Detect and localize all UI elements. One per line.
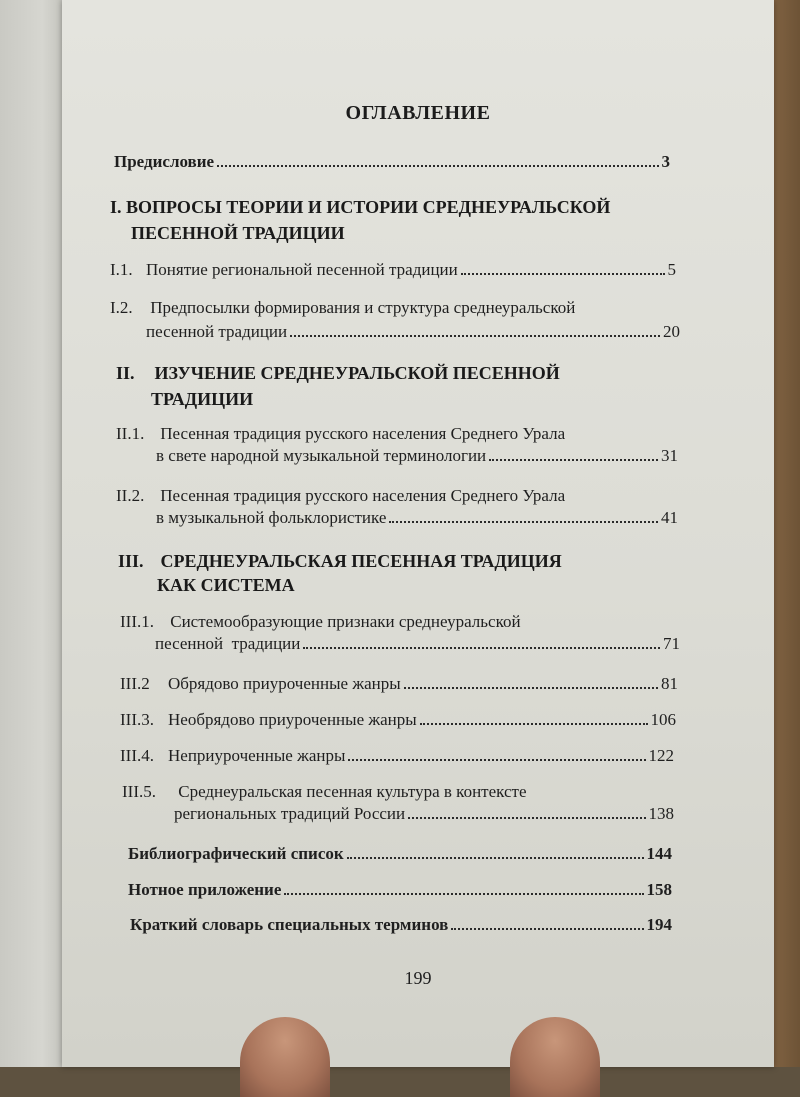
entry-label: Предисловие	[114, 152, 215, 171]
entry-page: 20	[663, 322, 680, 341]
entry-label: Песенная традиция русского населения Среднего Урала	[160, 424, 566, 443]
leader-dots	[217, 165, 658, 167]
leader-dots	[303, 647, 660, 649]
leader-dots	[461, 273, 665, 275]
leader-dots	[420, 723, 648, 725]
toc-entry-2-2	[156, 508, 678, 528]
right-thumb	[510, 1017, 600, 1097]
entry-page: 144	[646, 844, 672, 863]
entry-number: I.1.	[110, 260, 133, 279]
entry-label: Понятие региональной песенной традиции	[146, 260, 458, 279]
entry-number: III.3.	[120, 710, 154, 729]
entry-page: 138	[648, 804, 674, 823]
entry-label-cont: песенной традиции	[155, 634, 301, 653]
entry-label: Системообразующие признаки среднеуральской	[170, 612, 521, 631]
toc-entry-1-1	[110, 260, 676, 280]
toc-entry-music-appendix	[128, 880, 672, 900]
entry-page: 194	[646, 915, 672, 934]
part3-heading-line2: КАК СИСТЕМА	[157, 575, 295, 595]
entry-page: 158	[646, 880, 672, 899]
entry-page: 81	[661, 674, 678, 693]
entry-page: 5	[667, 260, 676, 279]
entry-label: Краткий словарь специальных терминов	[130, 915, 449, 934]
leader-dots	[389, 521, 658, 523]
leader-dots	[408, 817, 645, 819]
toc-entry-3-3	[120, 710, 676, 730]
entry-label: Обрядово приуроченные жанры	[168, 674, 401, 693]
left-thumb	[240, 1017, 330, 1097]
entry-label-cont: региональных традиций России	[174, 804, 406, 823]
entry-number: III.2	[120, 674, 150, 693]
part2-heading	[116, 360, 560, 386]
entry-number: III.5.	[122, 782, 156, 801]
toc-entry-3-2	[120, 674, 678, 694]
book-page	[62, 0, 774, 1067]
entry-label: Предпосылки формирования и структура среднеуральской	[150, 298, 576, 317]
entry-label: Библиографический список	[128, 844, 344, 863]
part1-heading	[110, 194, 610, 220]
entry-label: Неприуроченные жанры	[168, 746, 346, 765]
toc-entry-3-5	[174, 804, 674, 824]
entry-page: 122	[648, 746, 674, 765]
entry-page: 41	[661, 508, 678, 527]
part-number: II.	[116, 363, 135, 383]
toc-entry-3-5-line1	[122, 782, 527, 802]
entry-label-cont: в музыкальной фольклористике	[156, 508, 387, 527]
entry-label: Необрядово приуроченные жанры	[168, 710, 417, 729]
toc-entry-1-2	[146, 322, 680, 342]
leader-dots	[290, 335, 660, 337]
adjacent-page	[0, 0, 70, 1067]
entry-number: II.2.	[116, 486, 145, 505]
leader-dots	[489, 459, 658, 461]
part1-heading-line2: ПЕСЕННОЙ ТРАДИЦИИ	[131, 223, 345, 243]
toc-title: ОГЛАВЛЕНИЕ	[345, 102, 491, 124]
leader-dots	[404, 687, 658, 689]
page-number: 199	[404, 968, 432, 988]
leader-dots	[284, 893, 643, 895]
part-number: I.	[110, 197, 122, 217]
entry-label-cont: песенной традиции	[146, 322, 288, 341]
toc-entry-2-1-line1	[116, 424, 565, 444]
part-title-line1: ВОПРОСЫ ТЕОРИИ И ИСТОРИИ СРЕДНЕУРАЛЬСКОЙ	[126, 197, 611, 217]
toc-entry-3-1	[155, 634, 680, 654]
entry-page: 71	[663, 634, 680, 653]
entry-label: Нотное приложение	[128, 880, 282, 899]
entry-page: 3	[661, 152, 670, 171]
part3-heading	[118, 548, 562, 574]
toc-entry-2-1	[156, 446, 678, 466]
leader-dots	[348, 759, 645, 761]
entry-number: I.2.	[110, 298, 133, 317]
part-title-line1: ИЗУЧЕНИЕ СРЕДНЕУРАЛЬСКОЙ ПЕСЕННОЙ	[154, 363, 560, 383]
leader-dots	[347, 857, 644, 859]
toc-entry-glossary	[130, 915, 672, 935]
entry-label: Среднеуральская песенная культура в контексте	[178, 782, 527, 801]
part-number: III.	[118, 551, 144, 571]
entry-page: 106	[650, 710, 676, 729]
entry-page: 31	[661, 446, 678, 465]
entry-number: II.1.	[116, 424, 145, 443]
toc-entry-3-4	[120, 746, 674, 766]
leader-dots	[451, 928, 643, 930]
toc-entry-bibliography	[128, 844, 672, 864]
entry-label-cont: в свете народной музыкальной терминологии	[156, 446, 487, 465]
toc-entry-2-2-line1	[116, 486, 565, 506]
entry-number: III.4.	[120, 746, 154, 765]
entry-number: III.1.	[120, 612, 154, 631]
part2-heading-line2: ТРАДИЦИИ	[151, 389, 254, 409]
toc-entry-preface	[114, 152, 670, 172]
part-title-line1: СРЕДНЕУРАЛЬСКАЯ ПЕСЕННАЯ ТРАДИЦИЯ	[160, 551, 562, 571]
toc-entry-3-1-line1	[120, 612, 521, 632]
entry-label: Песенная традиция русского населения Среднего Урала	[160, 486, 566, 505]
toc-entry-1-2-line1	[110, 298, 575, 318]
